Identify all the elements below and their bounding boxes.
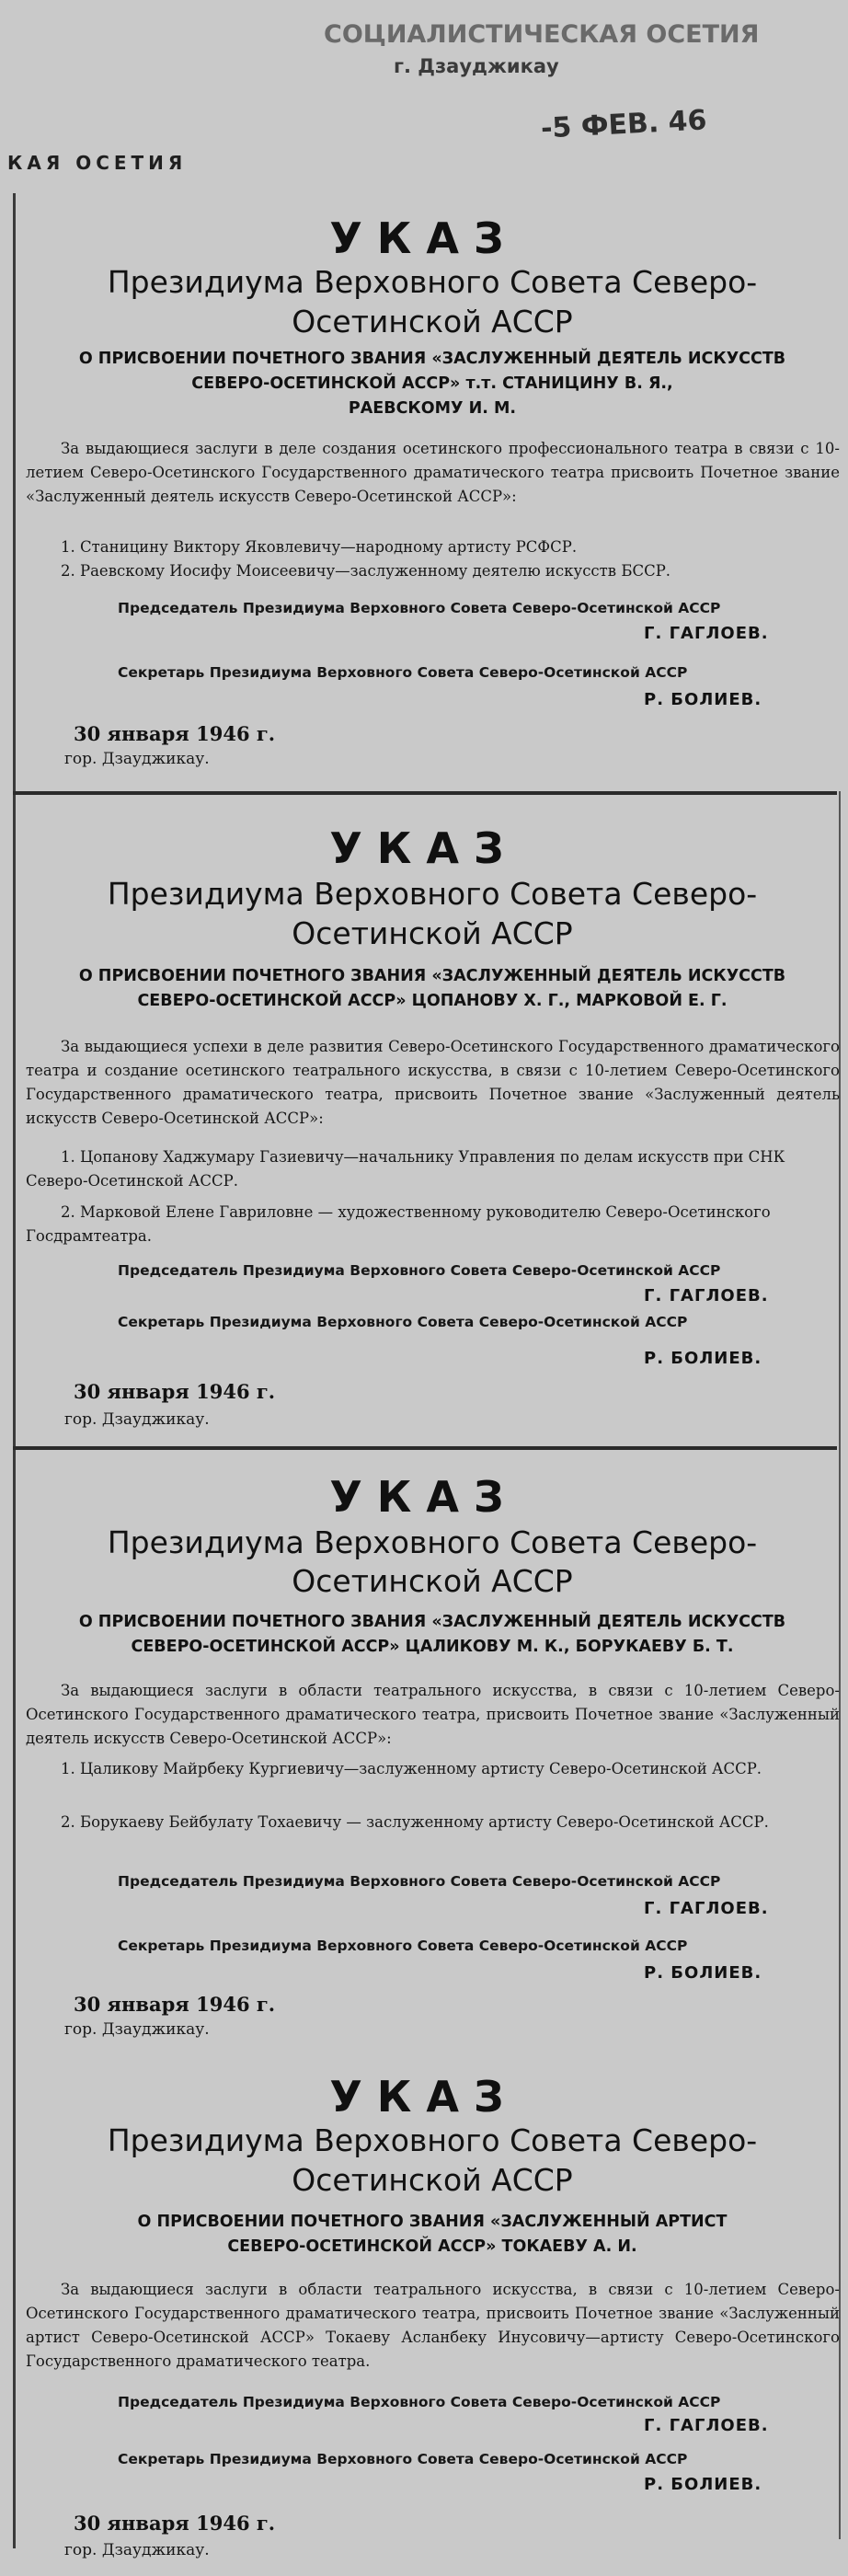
secretary-title: Секретарь Президиума Верховного Совета Северо-Осетинской АССР bbox=[118, 2451, 688, 2467]
chairman-title: Председатель Президиума Верховного Совета Северо-Осетинской АССР bbox=[118, 600, 721, 616]
chairman-title: Председатель Президиума Верховного Совета Северо-Осетинской АССР bbox=[118, 1262, 721, 1279]
decree-issuer-line1: Президиума Верховного Совета Северо- bbox=[107, 1524, 758, 1560]
chairman-name: Г. ГАГЛОЕВ. bbox=[644, 624, 769, 643]
section-divider bbox=[13, 791, 837, 795]
chairman-name: Г. ГАГЛОЕВ. bbox=[644, 1286, 769, 1305]
section-divider bbox=[13, 1446, 837, 1450]
decree-issuer-line1: Президиума Верховного Совета Северо- bbox=[107, 264, 758, 300]
decree-subject-line1: О ПРИСВОЕНИИ ПОЧЕТНОГО ЗВАНИЯ «ЗАСЛУЖЕННЫЙ АРТИСТ bbox=[137, 2213, 728, 2231]
secretary-name: Р. БОЛИЕВ. bbox=[644, 1963, 762, 1983]
decree-heading: УКАЗ bbox=[329, 1472, 519, 1522]
decree-heading: УКАЗ bbox=[329, 213, 519, 263]
decree-heading: УКАЗ bbox=[329, 823, 519, 873]
secretary-title: Секретарь Президиума Верховного Совета Северо-Осетинской АССР bbox=[118, 1938, 688, 1954]
decree-item-1: 1. Станицину Виктору Яковлевичу—народному артисту РСФСР. bbox=[61, 538, 578, 556]
chairman-name: Г. ГАГЛОЕВ. bbox=[644, 1899, 769, 1918]
decree-subject-line3: РАЕВСКОМУ И. М. bbox=[348, 399, 517, 418]
decree-issuer-line2: Осетинской АССР bbox=[292, 2162, 573, 2198]
decree-date: 30 января 1946 г. bbox=[74, 1993, 276, 2016]
decree-date: 30 января 1946 г. bbox=[74, 722, 276, 745]
decree-issuer-line1: Президиума Верховного Совета Северо- bbox=[107, 876, 758, 912]
secretary-name: Р. БОЛИЕВ. bbox=[644, 690, 762, 709]
running-head: КАЯ ОСЕТИЯ bbox=[7, 152, 188, 174]
decree-place: гор. Дзауджикау. bbox=[64, 1410, 210, 1429]
decree-issuer-line2: Осетинской АССР bbox=[292, 304, 573, 339]
decree-subject-line1: О ПРИСВОЕНИИ ПОЧЕТНОГО ЗВАНИЯ «ЗАСЛУЖЕННЫЙ ДЕЯТЕЛЬ ИСКУССТВ bbox=[78, 967, 786, 985]
secretary-name: Р. БОЛИЕВ. bbox=[644, 1349, 762, 1368]
decree-date: 30 января 1946 г. bbox=[74, 2512, 276, 2535]
decree-preamble: За выдающиеся заслуги в области театрального искусства, в связи с 10-летием Северо-Осетинского Государственного драматического театра, присвоить Почетное звание «Заслуженный артист Северо-Осетинской АССР» Токаеву Асланбеку Инусовичу—артисту Северо-Осетинского Государственного драматического театра. bbox=[26, 2281, 840, 2370]
decree-subject-line2: СЕВЕРО-ОСЕТИНСКОЙ АССР» т.т. СТАНИЦИНУ В. Я., bbox=[191, 374, 673, 393]
decree-issuer-line1: Президиума Верховного Совета Северо- bbox=[107, 2122, 758, 2158]
secretary-name: Р. БОЛИЕВ. bbox=[644, 2475, 762, 2494]
decree-item-2: 2. Раевскому Иосифу Моисеевичу—заслуженному деятелю искусств БССР. bbox=[61, 562, 671, 580]
decree-subject-line2: СЕВЕРО-ОСЕТИНСКОЙ АССР» ТОКАЕВУ А. И. bbox=[227, 2237, 637, 2256]
decree-preamble: За выдающиеся заслуги в деле создания осетинского профессионального театра в связи с 10-летием Северо-Осетинского Государственного драматического театра присвоить Почетное звание «Заслуженный деятель искусств Северо-Осетинской АССР»: bbox=[26, 440, 840, 505]
decree-place: гор. Дзауджикау. bbox=[64, 2541, 210, 2559]
decree-place: гор. Дзауджикау. bbox=[64, 2020, 210, 2039]
decree-heading: УКАЗ bbox=[329, 2072, 519, 2122]
decree-issuer-line2: Осетинской АССР bbox=[292, 915, 573, 951]
decree-subject-line1: О ПРИСВОЕНИИ ПОЧЕТНОГО ЗВАНИЯ «ЗАСЛУЖЕННЫЙ ДЕЯТЕЛЬ ИСКУССТВ bbox=[78, 1613, 786, 1631]
decree-preamble: За выдающиеся заслуги в области театрального искусства, в связи с 10-летием Северо-Осетинского Государственного драматического театра, присвоить Почетное звание «Заслуженный деятель искусств Северо-Осетинской АССР»: bbox=[26, 1682, 840, 1747]
decree-subject-line1: О ПРИСВОЕНИИ ПОЧЕТНОГО ЗВАНИЯ «ЗАСЛУЖЕННЫЙ ДЕЯТЕЛЬ ИСКУССТВ bbox=[78, 350, 786, 368]
decree-subject-line2: СЕВЕРО-ОСЕТИНСКОЙ АССР» ЦОПАНОВУ Х. Г., МАРКОВОЙ Е. Г. bbox=[137, 992, 728, 1010]
decree-subject-line2: СЕВЕРО-ОСЕТИНСКОЙ АССР» ЦАЛИКОВУ М. К., БОРУКАЕВУ Б. Т. bbox=[131, 1638, 734, 1656]
chairman-name: Г. ГАГЛОЕВ. bbox=[644, 2416, 769, 2435]
decree-item-1: 1. Цопанову Хаджумару Газиевичу—начальнику Управления по делам искусств при СНК Северо-Осетинской АССР. bbox=[26, 1148, 785, 1190]
decree-place: гор. Дзауджикау. bbox=[64, 750, 210, 768]
chairman-title: Председатель Президиума Верховного Совета Северо-Осетинской АССР bbox=[118, 1873, 721, 1890]
left-column-rule bbox=[13, 193, 16, 2548]
decree-date: 30 января 1946 г. bbox=[74, 1380, 276, 1403]
decree-preamble: За выдающиеся успехи в деле развития Северо-Осетинского Государственного драматического театра и создание осетинского театрального искусства, в связи с 10-летием Северо-Осетинского Государственного драматического театра, присвоить Почетное звание «Заслуженный деятель искусств Северо-Осетинской АССР»: bbox=[26, 1038, 840, 1127]
masthead-city: г. Дзауджикау bbox=[394, 55, 559, 77]
decree-item-2: 2. Марковой Елене Гавриловне — художественному руководителю Северо-Осетинского Госдрамтеатра. bbox=[26, 1203, 771, 1245]
chairman-title: Председатель Президиума Верховного Совета Северо-Осетинской АССР bbox=[118, 2394, 721, 2410]
decree-item-1: 1. Цаликову Майрбеку Кургиевичу—заслуженному артисту Северо-Осетинской АССР. bbox=[61, 1760, 762, 1777]
decree-item-2: 2. Борукаеву Бейбулату Тохаевичу — заслуженному артисту Северо-Осетинской АССР. bbox=[61, 1813, 769, 1831]
decree-issuer-line2: Осетинской АССР bbox=[292, 1563, 573, 1599]
stamp-date: -5 ФЕВ. 46 bbox=[540, 104, 708, 145]
secretary-title: Секретарь Президиума Верховного Совета Северо-Осетинской АССР bbox=[118, 664, 688, 681]
secretary-title: Секретарь Президиума Верховного Совета Северо-Осетинской АССР bbox=[118, 1314, 688, 1330]
newspaper-masthead-stamp: СОЦИАЛИСТИЧЕСКАЯ ОСЕТИЯ bbox=[324, 20, 760, 49]
